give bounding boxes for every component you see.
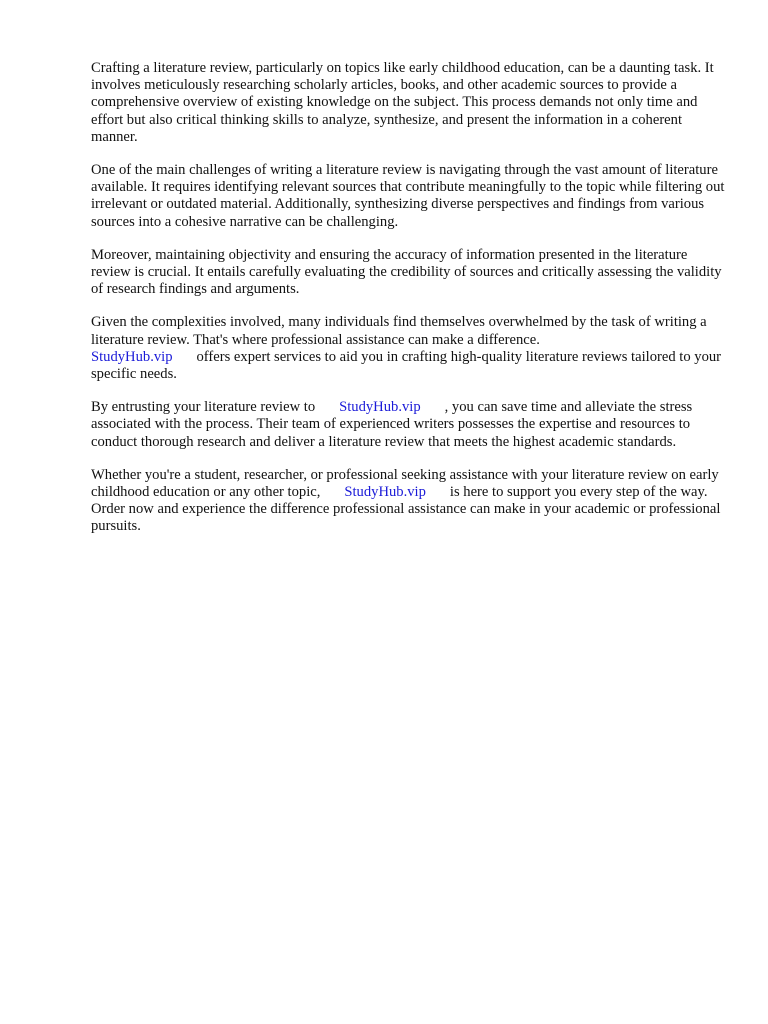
paragraph-assistance-text-after: offers expert services to aid you in crafting high-quality literature reviews tailored to your specific needs. bbox=[91, 348, 722, 383]
paragraph-challenges: One of the main challenges of writing a literature review is navigating through the vast amount of literature available. It requires identifying relevant sources that contribute meaningfully to the topic while filtering out irrelevant or outdated material. Additionally, synthesizing diverse perspectives and findings from various sources into a cohesive narrative can be challenging. bbox=[91, 162, 725, 230]
studyhub-link[interactable]: StudyHub.vip bbox=[339, 399, 421, 416]
paragraph-closing bbox=[91, 467, 727, 536]
studyhub-link[interactable]: StudyHub.vip bbox=[344, 484, 426, 501]
paragraph-entrusting-text-after: , you can save time and alleviate the stress associated with the process. Their team of experienced writers possesses the expertise and resources to conduct thorough research and deliver a literature review that meets the highest academic standards. bbox=[91, 399, 693, 450]
paragraph-intro: Crafting a literature review, particularly on topics like early childhood education, can be a daunting task. It involves meticulously researching scholarly articles, books, and other academic sources to provide a comprehensive overview of existing knowledge on the subject. This process demands not only time and effort but also critical thinking skills to analyze, synthesize, and present the information in a coherent manner. bbox=[91, 60, 714, 145]
paragraph-closing-text-after: is here to support you every step of the way. Order now and experience the difference professional assistance can make in your academic or professional pursuits. bbox=[91, 484, 721, 535]
paragraph-objectivity: Moreover, maintaining objectivity and ensuring the accuracy of information presented in the literature review is crucial. It entails carefully evaluating the credibility of sources and critically assessing the validity of research findings and arguments. bbox=[91, 246, 722, 298]
paragraph-entrusting-text-before: By entrusting your literature review to bbox=[91, 399, 316, 416]
paragraph-assistance-text-before: Given the complexities involved, many individuals find themselves overwhelmed by the task of writing a literature review. That's where professional assistance can make a difference. bbox=[91, 314, 707, 348]
studyhub-link[interactable]: StudyHub.vip bbox=[91, 348, 173, 365]
paragraph-assistance bbox=[91, 314, 727, 383]
paragraph-entrusting bbox=[91, 399, 727, 451]
document-page bbox=[91, 60, 727, 552]
paragraph-closing-text-before: Whether you're a student, researcher, or professional seeking assistance with your literature review on early childhood education or any other topic, bbox=[91, 466, 719, 501]
